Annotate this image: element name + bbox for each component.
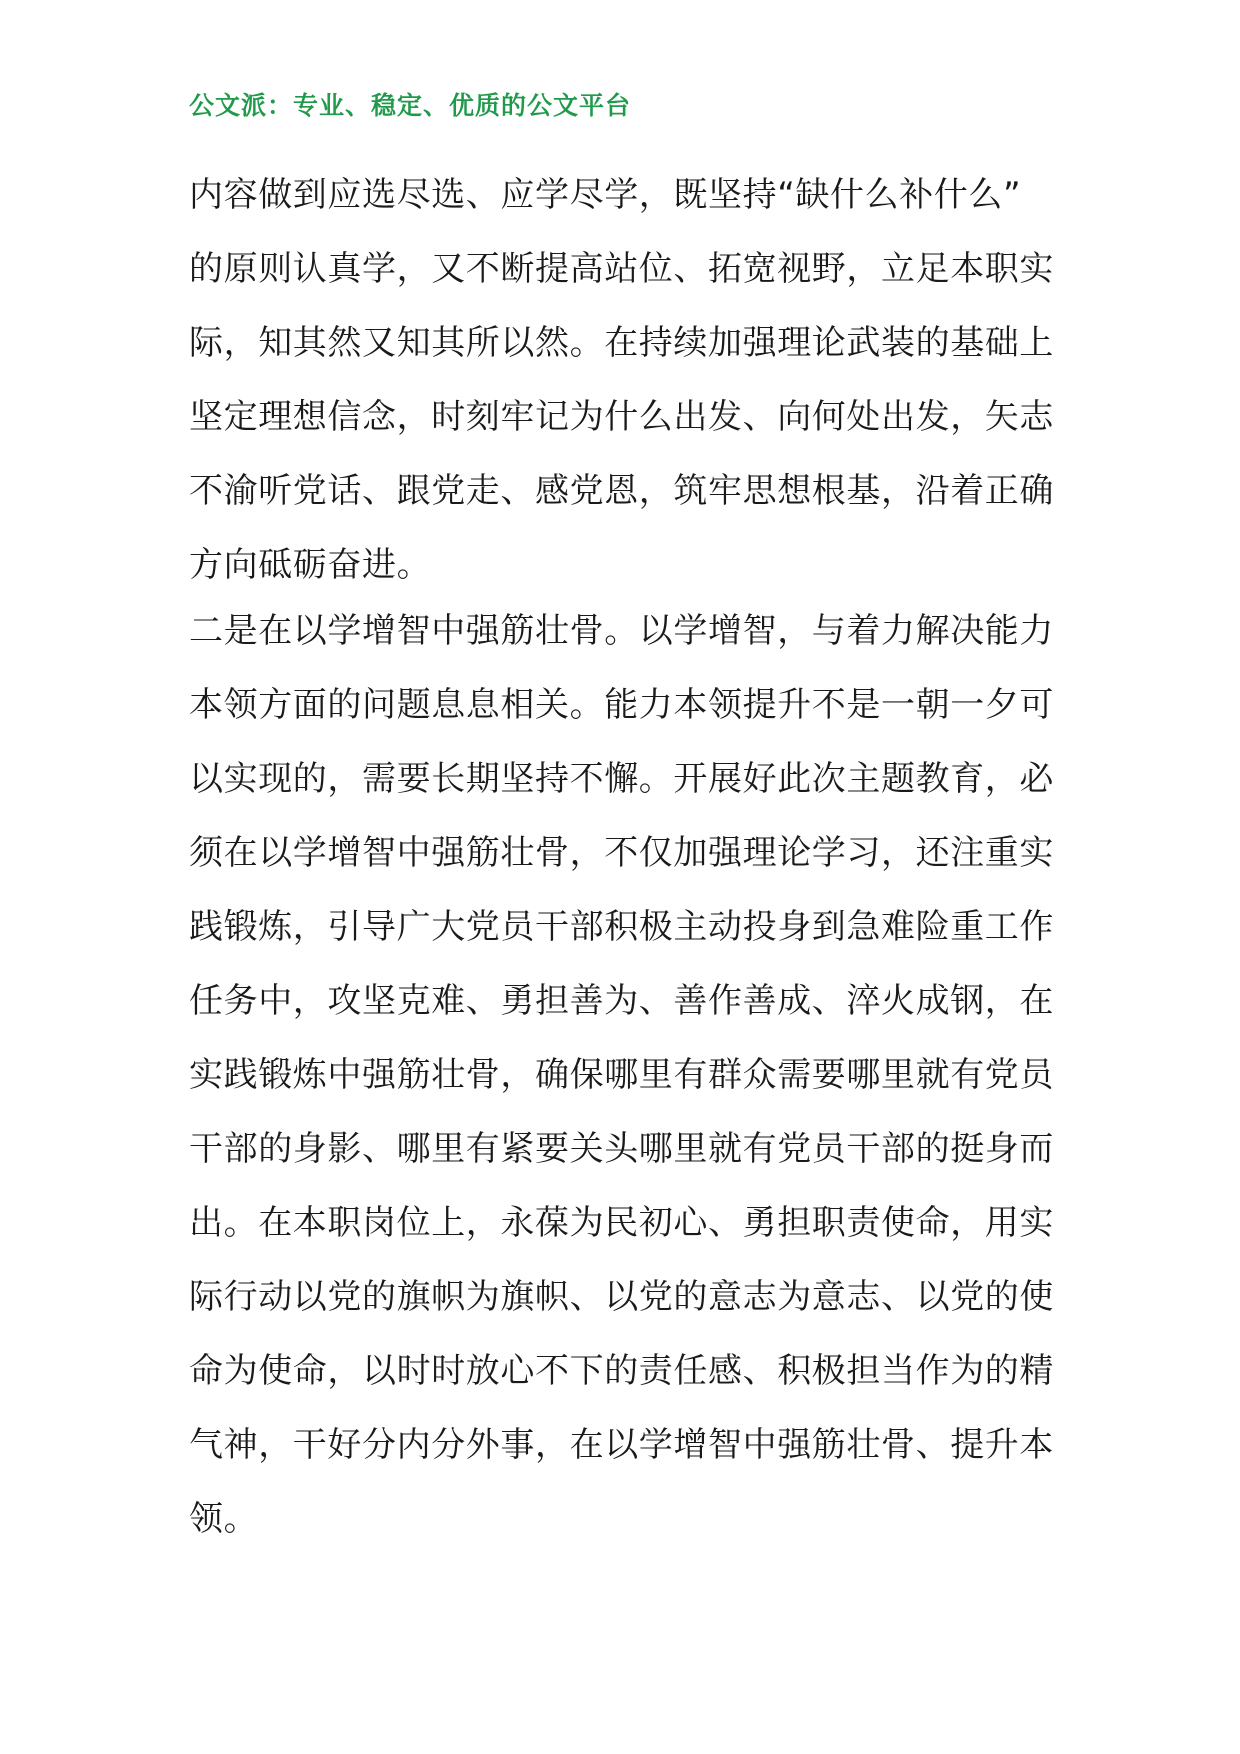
paragraph-line: 气神，干好分内分外事，在以学增智中强筋壮骨、提升本: [189, 1425, 1054, 1465]
paragraph-line: 出。在本职岗位上，永葆为民初心、勇担职责使命，用实: [189, 1203, 1054, 1243]
paragraph-line: 以实现的，需要长期坚持不懈。开展好此次主题教育，必: [189, 759, 1054, 799]
paragraph-line: 不渝听党话、跟党走、感党恩，筑牢思想根基，沿着正确: [189, 471, 1054, 511]
paragraph-line: 方向砥砺奋进。: [189, 545, 432, 585]
paragraph-line: 本领方面的问题息息相关。能力本领提升不是一朝一夕可: [189, 685, 1054, 725]
paragraph-line: 领。: [189, 1499, 259, 1539]
paragraph-line: 实践锻炼中强筋壮骨，确保哪里有群众需要哪里就有党员: [189, 1055, 1054, 1095]
page-header-title: 公文派：专业、稳定、优质的公文平台: [189, 91, 632, 120]
paragraph-line: 命为使命，以时时放心不下的责任感、积极担当作为的精: [189, 1351, 1054, 1391]
paragraph-line: 的原则认真学，又不断提高站位、拓宽视野，立足本职实: [189, 249, 1054, 289]
paragraph-line: 须在以学增智中强筋壮骨，不仅加强理论学习，还注重实: [189, 833, 1054, 873]
paragraph-line: 内容做到应选尽选、应学尽学，既坚持“缺什么补什么”: [189, 175, 1022, 215]
paragraph-line: 际，知其然又知其所以然。在持续加强理论武装的基础上: [189, 323, 1054, 363]
paragraph-line: 二是在以学增智中强筋壮骨。以学增智，与着力解决能力: [189, 611, 1054, 651]
body-paragraph-2: [189, 594, 1065, 1556]
paragraph-line: 际行动以党的旗帜为旗帜、以党的意志为意志、以党的使: [189, 1277, 1054, 1317]
paragraph-line: 任务中，攻坚克难、勇担善为、善作善成、淬火成钢，在: [189, 981, 1054, 1021]
paragraph-line: 干部的身影、哪里有紧要关头哪里就有党员干部的挺身而: [189, 1129, 1054, 1169]
paragraph-line: 坚定理想信念，时刻牢记为什么出发、向何处出发，矢志: [189, 397, 1054, 437]
body-paragraph-1: [189, 158, 1065, 602]
paragraph-line: 践锻炼，引导广大党员干部积极主动投身到急难险重工作: [189, 907, 1054, 947]
